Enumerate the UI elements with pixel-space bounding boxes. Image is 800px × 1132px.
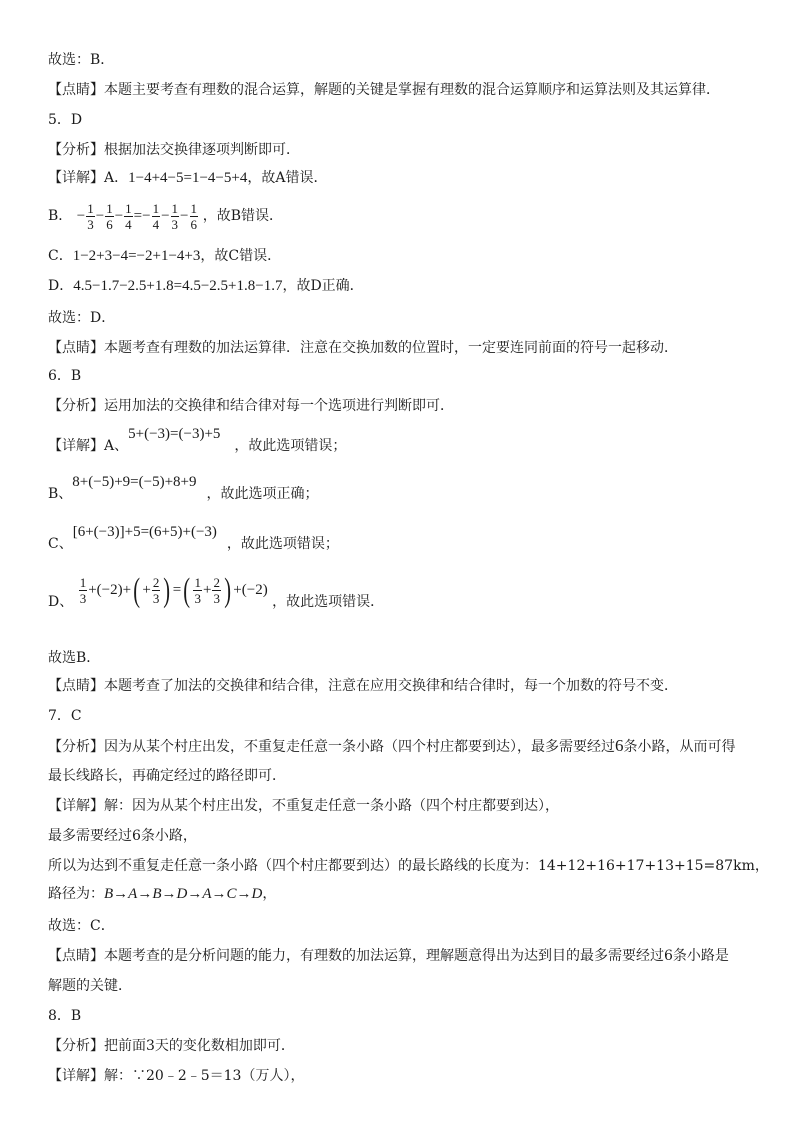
text-line: 故选B．	[48, 650, 101, 666]
text-line: 最长线路长，再确定经过的路径即可．	[48, 768, 286, 784]
text-line: 【点睛】本题考查有理数的加法运算律．注意在交换加数的位置时，一定要连同前面的符号一起移动．	[48, 340, 678, 356]
answer-option-c: C、[6+(−3)]+5=(6+5)+(−3)，故此选项错误；	[48, 524, 339, 552]
text-line: 解题的关键．	[48, 978, 132, 994]
answer-option-a: 【详解】A、5+(−3)=(−3)+5，故此选项错误；	[48, 426, 347, 454]
text-line: 故选：C．	[48, 918, 115, 934]
answer-option-d: D、 $\frac{1}{3}$ +(−2)+( + $\frac{2}{3}$ ) =( $\frac{1}{3}$ + $\frac{2}{3}$ ) +(−2) ，故此选项错误．	[48, 580, 384, 624]
text-line: 【点睛】本题考查了加法的交换律和结合律，注意在应用交换律和结合律时，每一个加数的符号不变．	[48, 678, 678, 694]
math-expression: 1−2+3−4=−2+1−4+3	[72, 248, 201, 264]
text-line: 【点睛】本题考查的是分析问题的能力，有理数的加法运算，理解题意得出为达到目的最多需要经过6条小路是	[48, 948, 729, 964]
text-line: 【分析】因为从某个村庄出发，不重复走任意一条小路（四个村庄都要到达），最多需要经过6条小路，从而可得	[48, 736, 736, 755]
text-line: 路径为：B→A→B→D→A→C→D，	[48, 886, 277, 902]
question-number: 5．D	[48, 112, 83, 128]
answer-option-d: D．4.5−1.7−2.5+1.8=4.5−2.5+1.8−1.7，故D正确．	[48, 278, 364, 294]
answer-option-c: C．1−2+3−4=−2+1−4+3，故C错误．	[48, 248, 282, 264]
text-line: 所以为达到不重复走任意一条小路（四个村庄都要到达）的最长路线的长度为：14+12+16+17+13+15=87km，	[48, 858, 769, 874]
math-expression: 5+(−3)=(−3)+5	[128, 426, 221, 442]
answer-option-b: B． − $\frac{1}{3}$ − $\frac{1}{6}$ − $\frac{1}{4}$ =− $\frac{1}{4}$ − $\frac{1}{3}$ − $\frac{1}{6}$ ，故B错误．	[48, 201, 284, 233]
text-line: 【分析】把前面3天的变化数相加即可．	[48, 1038, 295, 1054]
text-line: 【分析】根据加法交换律逐项判断即可．	[48, 142, 300, 158]
math-expression: [6+(−3)]+5=(6+5)+(−3)	[72, 524, 217, 540]
text-line: 最多需要经过6条小路，	[48, 828, 197, 844]
answer-option-b: B、8+(−5)+9=(−5)+8+9，故此选项正确；	[48, 474, 319, 502]
math-expression: B→A→B→D→A→C→D	[104, 886, 263, 902]
math-expression: 8+(−5)+9=(−5)+8+9	[72, 474, 197, 490]
fraction-expression: − $\frac{1}{3}$ − $\frac{1}{6}$ − $\frac{1}{4}$ =− $\frac{1}{4}$ − $\frac{1}{3}$ − $\frac{1}{6}$	[76, 201, 198, 233]
math-expression: 4.5−1.7−2.5+1.8=4.5−2.5+1.8−1.7	[73, 278, 283, 294]
question-number: 8．B	[48, 1008, 82, 1024]
question-number: 6．B	[48, 368, 82, 384]
text-line: 【点睛】本题主要考查有理数的混合运算，解题的关键是掌握有理数的混合运算顺序和运算法则及其运算律．	[48, 82, 720, 98]
text-line: 故选：B．	[48, 52, 115, 68]
text-line: 【分析】运用加法的交换律和结合律对每一个选项进行判断即可．	[48, 398, 454, 414]
text-line: 【详解】解：因为从某个村庄出发，不重复走任意一条小路（四个村庄都要到达），	[48, 798, 559, 814]
question-number: 7．C	[48, 708, 82, 724]
text-line: 故选：D．	[48, 310, 116, 326]
text-line: 【详解】解：∵20﹣2﹣5＝13（万人），	[48, 1068, 305, 1084]
answer-option-a: 【详解】A．1−4+4−5=1−4−5+4，故A错误．	[48, 170, 328, 186]
fraction-expression: $\frac{1}{3}$ +(−2)+( + $\frac{2}{3}$ ) =( $\frac{1}{3}$ + $\frac{2}{3}$ ) +(−2)	[79, 571, 268, 609]
math-expression: 1−4+4−5=1−4−5+4	[128, 170, 248, 186]
